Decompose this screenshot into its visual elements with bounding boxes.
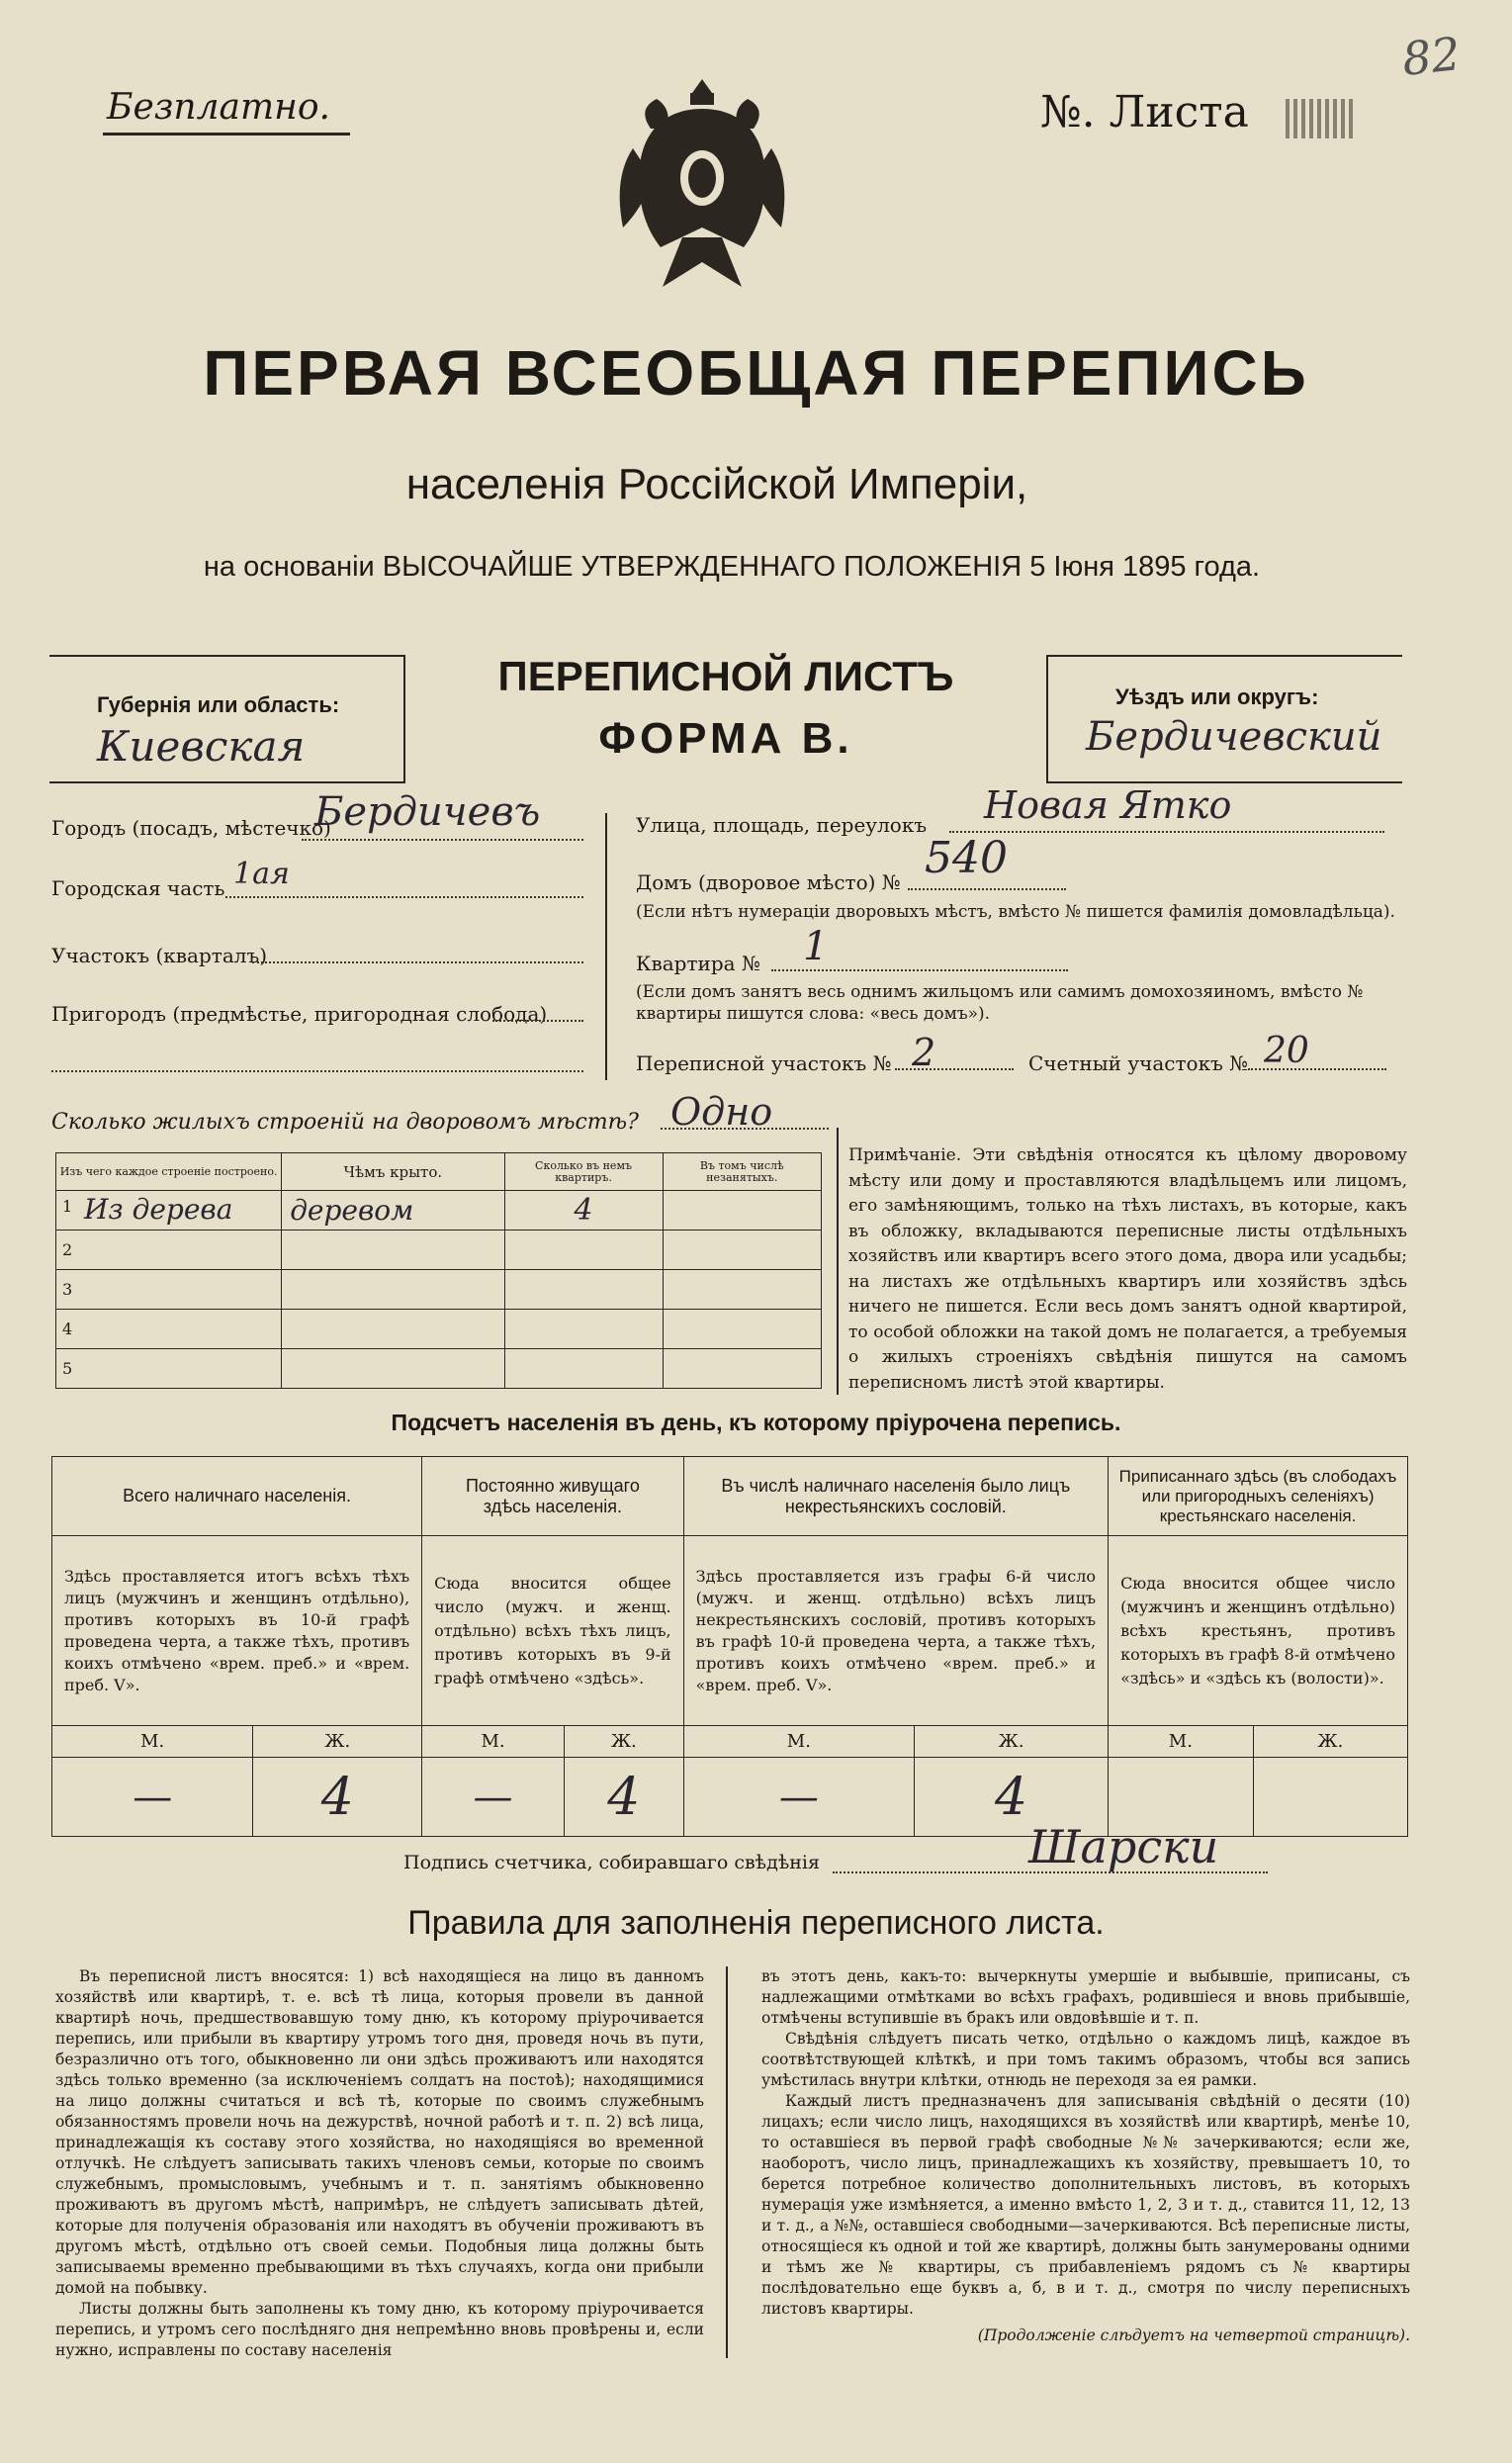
rules-continued: (Продолженіе слѣдуетъ на четвертой страницѣ). [977,2326,1410,2344]
row-number: 3 [56,1270,282,1310]
table-row [56,1191,822,1231]
table-row [56,1310,822,1349]
roof-value: деревом [282,1191,504,1231]
rules-paragraph: Свѣдѣнія слѣдуетъ писать четко, отдѣльно о каждомъ лицѣ, каждое въ соотвѣтствующей клѣткѣ, и при томъ такимъ образомъ, чтобы вся запись умѣстилась внутри клѣтки, отнюдь не переходя за ея рамки. [761,2030,1410,2089]
material-value: Из дерева [84,1193,233,1226]
uezd-label: Уѣздъ или округъ: [1115,684,1319,709]
apartment-note: (Если домъ занятъ весь однимъ жильцомъ или самимъ домохозяиномъ, вмѣсто № квартиры пишутся слова: «весь домъ»). [636,982,1364,1024]
population-table [51,1456,1408,1837]
col-roof: Чѣмъ крыто. [282,1153,504,1191]
f-value [1253,1758,1407,1837]
sheet-number-stamp [1286,99,1353,138]
row-number: 5 [56,1349,282,1389]
rules-right-column [761,1966,1410,2346]
m-value: — [422,1758,565,1837]
free-label: Безплатно. [107,87,330,128]
table-row [56,1349,822,1389]
m-value: — [683,1758,914,1837]
pop-head-permanent: Постоянно живущаго здѣсь населенія. [422,1457,683,1536]
f-value: 4 [564,1758,683,1837]
uezd-value: Бердичевский [1086,714,1382,760]
pop-desc-total: Здѣсь проставляется итогъ всѣхъ тѣхъ лицъ (мужчинъ и женщинъ отдѣльно), противъ которыхъ въ 10-й графѣ проведена черта, а также тѣхъ, противъ коихъ отмѣчено «врем. преб.» и «врем. преб. V». [52,1536,422,1726]
f-value: 4 [915,1758,1109,1837]
buildings-table [55,1152,822,1389]
pop-desc-non-peasant: Здѣсь проставляется изъ графы 6-й число (мужч. и женщ. отдѣльно) всѣхъ лицъ некрестьянскихъ сословій, противъ которыхъ въ графѣ 10-й проведена черта, а также тѣхъ, противъ коихъ отмѣчено «врем. преб.» и «врем. преб. V». [683,1536,1108,1726]
suburb-label: Пригородъ (предмѣстье, пригородная слобода) [51,1002,548,1026]
rules-paragraph: Листы должны быть заполнены къ тому дню, къ которому пріурочивается перепись, и утромъ сего послѣдняго дня непремѣнно вновь провѣрены и, если нужно, исправлены по составу населенія [55,2300,704,2359]
rules-paragraph: Въ переписной листъ вносятся: 1) всѣ находящіеся на лицо въ данномъ хозяйствѣ или квартирѣ, т. е. всѣ тѣ лица, которыя провели въ данной квартирѣ ночь, предшествовавшую тому дню, къ которому пріурочивается перепись, или прибыли въ квартиру утромъ того дня, проведя ночь въ пути, безразлично отъ того, обыкновенно ли они здѣсь проживаютъ или находятся здѣсь только временно (за исключеніемъ солдатъ на постоѣ); находящимися на лицо должны считаться и всѣ тѣ, которые по своимъ служебнымъ обязанностямъ провели ночь на дежурствѣ, ночной работѣ и т. п. 2) всѣ лица, принадлежащія къ составу этого хозяйства, но находящіяся во временной отлучкѣ. Не слѣдуетъ записывать такихъ членовъ семьи, которые по своимъ служебнымъ, промысловымъ, учебнымъ и т. п. занятіямъ обыкновенно проживаютъ въ другомъ мѣстѣ, напримѣръ, не слѣдуетъ записывать дѣтей, которые для полученія образованія или находятъ въ обученіи проживаютъ въ другомъ мѣстѣ, отдѣльно отъ своей семьи. Подобныя лица должны быть записываемы временно пребывающими въ тѣхъ случаяхъ, когда они прибыли домой на побывку. [55,1967,704,2297]
margin-note: 82 [1399,27,1464,86]
table-row [56,1231,822,1270]
rules-paragraph: въ этотъ день, какъ-то: вычеркнуты умершіе и выбывшіе, приписаны, съ надлежащими отмѣтками во всѣхъ графахъ, родившіеся и вновь прибывшіе, отмѣчены вступившіе въ бракъ или овдовѣвшіе и т. п. [761,1967,1410,2027]
row-number: 2 [56,1231,282,1270]
form-title: ФОРМА В. [598,714,853,763]
buildings-note: Примѣчаніе. Эти свѣдѣнія относятся къ цѣлому дворовому мѣсту или дому и проставляются владѣльцемъ или лицомъ, его замѣняющимъ, только на тѣхъ листахъ, въ которые, какъ въ обложку, вкладываются переписные листы отдѣльныхъ хозяйствъ или квартиръ всего этого дома, двора или усадьбы; на листахъ же отдѣльныхъ квартиръ или хозяйствъ здѣсь ничего не пишется. Если весь домъ занятъ одной квартирой, то особой обложки на такой домъ не полагается, а требуемыя о жилыхъ строеніяхъ свѣдѣнія пишутся на самомъ переписномъ листѣ этой квартиры. [848,1145,1407,1393]
sheet-number-label: №. Листа [1040,87,1249,137]
pop-desc-permanent: Сюда вносится общее число (мужч. и женщ. отдѣльно) всѣхъ тѣхъ лицъ, противъ которыхъ въ 9-й графѣ отмѣчено «здѣсь». [422,1536,683,1726]
pop-desc-peasant: Сюда вносится общее число (мужчинъ и женщинъ отдѣльно) всѣхъ крестьянъ, противъ которыхъ въ графѣ 8-й отмѣчено «здѣсь» и «здѣсь къ (волости)». [1109,1536,1408,1726]
basis-line: на основаніи ВЫСОЧАЙШЕ УТВЕРЖДЕННАГО ПОЛОЖЕНІЯ 5 Іюня 1895 года. [203,551,1261,583]
count-area-label: Счетный участокъ № [1028,1051,1249,1075]
f-label: Ж. [1253,1726,1407,1758]
house-note: (Если нѣтъ нумераціи дворовыхъ мѣстъ, вмѣсто № пишется фамилія домовладѣльца). [636,902,1395,922]
pop-head-total: Всего наличнаго населенія. [52,1457,422,1536]
census-area-value: 2 [912,1031,936,1074]
pop-head-non-peasant: Въ числѣ наличнаго населенія было лицъ некрестьянскихъ сословій. [683,1457,1108,1536]
district-label: Участокъ (кварталъ) [51,944,267,967]
city-label: Городъ (посадъ, мѣстечко) [51,816,331,840]
m-label: М. [52,1726,253,1758]
house-value: 540 [925,833,1008,883]
buildings-answer: Одно [670,1090,773,1134]
street-value: Новая Ятко [984,783,1232,827]
f-label: Ж. [253,1726,422,1758]
f-label: Ж. [564,1726,683,1758]
m-label: М. [1109,1726,1254,1758]
apartments-value: 4 [504,1191,663,1231]
count-area-value: 20 [1264,1031,1309,1071]
row-number: 4 [56,1310,282,1349]
rules-paragraph: Каждый листъ предназначенъ для записыванія свѣдѣній о десяти (10) лицахъ; если число лицъ, находящихся въ хозяйствѣ или квартирѣ, менѣе 10, то оставшіеся въ первой графѣ свободные №№ зачеркиваются; если же, наоборотъ, число лицъ, принадлежащихъ къ хозяйству, превышаетъ 10, то берется потребное количество дополнительныхъ листовъ, въ которыхъ нумерація уже измѣняется, а именно вмѣсто 1, 2, 3 и т. д., ставится 11, 12, 13 и т. д., а №№, оставшіеся свободными—зачеркиваются. Всѣ переписные листы, относящіеся къ одной и той же квартирѣ, должны быть занумерованы одними и тѣмъ же № квартиры, съ прибавленіемъ рядомъ съ № квартиры послѣдовательно еще буквъ а, б, в и т. д., смотря по числу переписныхъ листовъ квартиры. [761,2092,1410,2318]
col-material: Изъ чего каждое строеніе построено. [56,1153,282,1191]
f-label: Ж. [915,1726,1109,1758]
buildings-question: Сколько жилыхъ строеній на дворовомъ мѣстѣ? [51,1110,639,1135]
rules-left-column [55,1966,704,2361]
street-label: Улица, площадь, переулокъ [636,813,928,837]
signature-value: Шарски [1028,1820,1219,1873]
row-number: 1 [62,1197,73,1216]
vacant-value [663,1191,821,1231]
page-subtitle: населенія Россійской Имперіи, [405,460,1028,508]
apartment-label: Квартира № [636,952,760,975]
city-part-label: Городская часть [51,876,225,900]
city-part-value: 1ая [233,857,290,891]
apartment-value: 1 [803,924,829,969]
m-value: — [52,1758,253,1837]
census-area-label: Переписной участокъ № [636,1051,892,1075]
col-apartments: Сколько въ немъ квартиръ. [504,1153,663,1191]
signature-label: Подпись счетчика, собиравшаго свѣдѣнія [403,1852,820,1873]
m-label: М. [422,1726,565,1758]
city-value: Бердичевъ [314,789,541,835]
table-row [56,1270,822,1310]
guberniya-value: Киевская [97,722,306,771]
col-vacant: Въ томъ числѣ незанятыхъ. [663,1153,821,1191]
rules-title: Правила для заполненія переписного листа. [407,1904,1105,1942]
population-title: Подсчетъ населенія въ день, къ которому пріурочена перепись. [391,1410,1121,1435]
double-headed-eagle-icon [613,69,791,307]
sheet-title: ПЕРЕПИСНОЙ ЛИСТЪ [497,653,954,699]
m-label: М. [683,1726,914,1758]
guberniya-label: Губернія или область: [97,692,340,717]
pop-head-peasant: Приписаннаго здѣсь (въ слободахъ или пригородныхъ селеніяхъ) крестьянскаго населенія. [1109,1457,1408,1536]
page-title: ПЕРВАЯ ВСЕОБЩАЯ ПЕРЕПИСЬ [203,337,1309,409]
f-value: 4 [253,1758,422,1837]
house-label: Домъ (дворовое мѣсто) № [636,870,901,894]
